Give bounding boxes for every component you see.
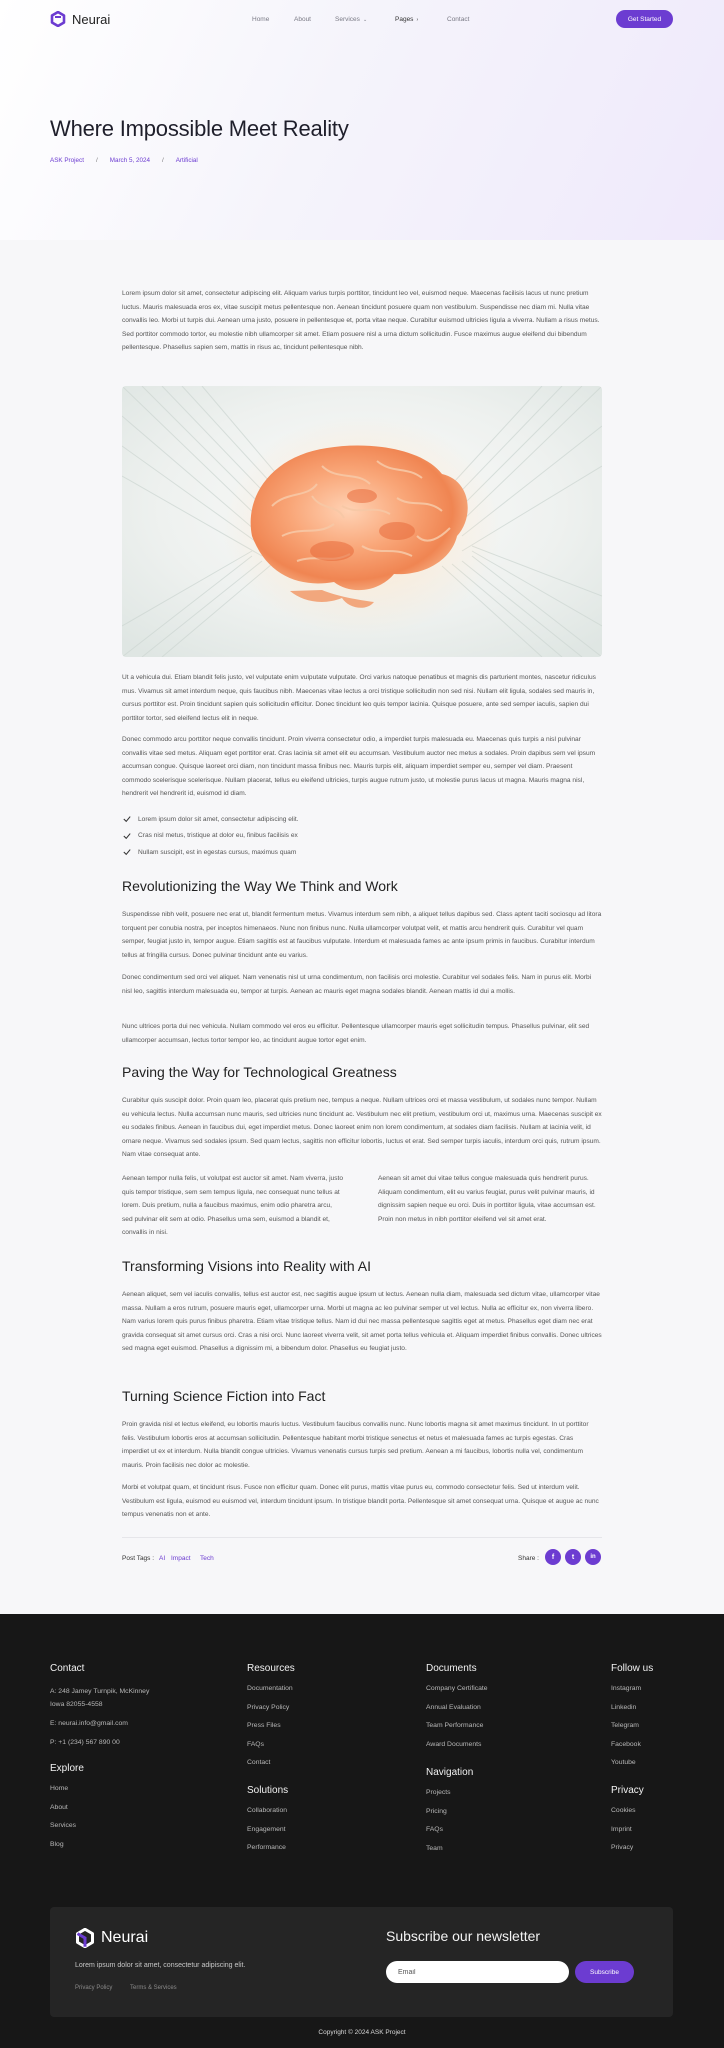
nav-services[interactable] bbox=[335, 16, 367, 23]
article-image-brain bbox=[122, 386, 602, 657]
check-list bbox=[122, 811, 602, 861]
chevron-down-icon: ⌄ bbox=[362, 17, 368, 23]
nav-about[interactable]: About bbox=[294, 16, 311, 23]
tag-link[interactable]: AI bbox=[159, 1555, 166, 1562]
subscribe-button[interactable]: Subscribe bbox=[575, 1961, 634, 1983]
check-list-text: Nullam suscipit, est in egestas cursus, maximus quam bbox=[138, 848, 297, 856]
footer-link[interactable]: Documentation bbox=[247, 1685, 293, 1692]
footer-link[interactable]: Annual Evaluation bbox=[426, 1703, 481, 1711]
footer-explore bbox=[50, 1763, 84, 1859]
brain-illustration bbox=[122, 386, 602, 657]
nav-pages[interactable] bbox=[395, 16, 418, 23]
check-icon bbox=[123, 832, 131, 840]
footer-link[interactable]: Press Files bbox=[247, 1722, 281, 1729]
footer-heading: Follow us bbox=[611, 1663, 654, 1674]
footer-follow bbox=[611, 1663, 653, 1778]
footer-link[interactable]: Projects bbox=[426, 1789, 451, 1796]
footer-link[interactable]: FAQs bbox=[247, 1740, 264, 1748]
twitter-icon[interactable]: t bbox=[565, 1549, 581, 1565]
footer-link[interactable]: About bbox=[50, 1803, 68, 1811]
footer-privacy bbox=[611, 1785, 644, 1863]
check-list-item bbox=[122, 811, 602, 828]
footer-link[interactable]: Privacy Policy bbox=[247, 1703, 290, 1711]
nav-home[interactable]: Home bbox=[252, 16, 270, 23]
contact-email[interactable]: E: neurai.info@gmail.com bbox=[50, 1720, 128, 1727]
post-tags-label: Post Tags : bbox=[122, 1555, 155, 1562]
footer-link[interactable]: Pricing bbox=[426, 1807, 447, 1815]
article-paragraph: Nunc ultrices porta dui nec vehicula. Nullam commodo vel eros eu efficitur. Pellentesque ullamcorper mauris eget sollicitudin tempus. Phasellus pulvinar, elit sed ullamcorper accumsan, lectus tortor tempor leo, ac tincidunt augue tortor eget enim. bbox=[122, 1023, 590, 1044]
breadcrumb-project[interactable]: ASK Project bbox=[50, 157, 84, 164]
privacy-policy-link[interactable]: Privacy Policy bbox=[75, 1985, 113, 1991]
newsletter-email-input[interactable] bbox=[386, 1961, 569, 1983]
footer-heading: Solutions bbox=[247, 1785, 289, 1796]
linkedin-link[interactable]: Linkedin bbox=[611, 1703, 637, 1711]
copyright: Copyright © 2024 ASK Project bbox=[318, 2029, 406, 2036]
footer-link[interactable]: Privacy bbox=[611, 1844, 634, 1851]
nav-pages-label: Pages bbox=[395, 16, 414, 23]
contact-address: A: 248 Jamey Turnpik, McKinney bbox=[50, 1688, 150, 1695]
footer-link[interactable]: Blog bbox=[50, 1840, 64, 1848]
get-started-button[interactable]: Get Started bbox=[616, 10, 673, 28]
footer-heading: Explore bbox=[50, 1763, 84, 1774]
instagram-link[interactable]: Instagram bbox=[611, 1685, 642, 1692]
footer-heading: Resources bbox=[247, 1663, 295, 1674]
hero-section bbox=[0, 0, 724, 240]
breadcrumb-separator: / bbox=[95, 157, 98, 164]
check-list-text: Lorem ipsum dolor sit amet, consectetur adipiscing elit. bbox=[138, 815, 299, 823]
brand-name: Neurai bbox=[101, 1929, 149, 1946]
article-paragraph: Suspendisse nibh velit, posuere nec erat ut, blandit fermentum metus. Vivamus interdum sem nibh, a aliquet tellus dapibus sed. Class aptent taciti sociosqu ad litora torquent per conubia nostra, per inceptos himenaeos. Nunc non finibus nunc. Nulla ullamcorper volutpat velit, et mattis arcu hendrerit quis. Curabitur vel quam semper, feugiat justo in, tempor augue. Etiam sagittis est at faucibus vulputate. Interdum et malesuada fames ac ante ipsum primis in faucibus. Curabitur interdum tellus at fringilla cursus. Donec pulvinar tincidunt ante eu varius. bbox=[122, 911, 602, 959]
breadcrumb bbox=[50, 157, 198, 164]
article-column-right: Aenean sit amet dui vitae tellus congue malesuada quis hendrerit purus. Aliquam condimentum, elit eu varius feugiat, purus velit pulvinar mauris, id dignissim sapien neque eu orci. Duis in porttitor ligula, vitae accumsan est. Proin non metus in nibh porttitor eleifend vel sit amet erat. bbox=[378, 1175, 596, 1223]
footer-link[interactable]: Company Certificate bbox=[426, 1685, 488, 1692]
footer-link[interactable]: Engagement bbox=[247, 1825, 286, 1833]
footer-resources bbox=[247, 1663, 295, 1778]
newsletter-description: Lorem ipsum dolor sit amet, consectetur adipiscing elit. bbox=[75, 1962, 246, 1969]
section-heading: Paving the Way for Technological Greatness bbox=[122, 1064, 397, 1080]
section-heading: Turning Science Fiction into Fact bbox=[122, 1388, 326, 1404]
tag-link[interactable]: Impact bbox=[171, 1555, 191, 1562]
check-icon bbox=[123, 848, 131, 856]
footer-link[interactable]: Collaboration bbox=[247, 1807, 288, 1814]
footer-navigation bbox=[426, 1767, 473, 1863]
page-title: Where Impossible Meet Reality bbox=[50, 116, 349, 141]
check-icon bbox=[123, 815, 131, 823]
footer-contact bbox=[50, 1663, 149, 1749]
article-paragraph: Proin gravida nisl et lectus eleifend, eu lobortis mauris luctus. Vestibulum faucibus convallis nunc. Nunc lobortis magna sit amet maximus tincidunt. In ut porttitor felis. Vestibulum lobortis eros at accumsan sollicitudin. Pellentesque habitant morbi tristique senectus et netus et malesuada fames ac turpis egestas. Cras imperdiet ut ex et interdum. Nulla blandit congue ultricies. Vivamus venenatis cursus turpis sed pretium. Aenean a mi faucibus, lobortis nulla vel, condimentum mauris. Proin facilisis nec dolor ac molestie. bbox=[122, 1421, 589, 1469]
tag-link[interactable]: Tech bbox=[200, 1555, 214, 1562]
logo-icon bbox=[75, 1928, 95, 1948]
footer-link[interactable]: Services bbox=[50, 1822, 77, 1829]
breadcrumb-date[interactable]: March 5, 2024 bbox=[109, 157, 150, 164]
article-paragraph: Curabitur quis suscipit dolor. Proin quam leo, placerat quis pretium nec, tempus a neque. Nullam ultrices orci et massa vestibulum, ut sodales nunc tempor. Nullam eu vehicula lectus. Nulla accumsan nunc mauris, sed ultricies nunc tincidunt ac. Vestibulum nec elit pretium, vestibulum orci ut, maximus urna. Maecenas suscipit ex eu sodales finibus. Aenean in faucibus dui, eget imperdiet metus. Donec laoreet enim non lorem condimentum, at sodales diam facilisis. Nullam at lacinia velit, id ornare neque. Vivamus sed sodales ipsum. Sed quam lectus, sagittis non efficitur lobortis, luctus et erat. Sed semper turpis iaculis, interdum orci quis, rutrum ipsum. Nam vitae consequat ante. bbox=[122, 1097, 602, 1159]
footer-link[interactable]: Performance bbox=[247, 1844, 286, 1851]
check-list-item bbox=[122, 828, 602, 845]
contact-address: Iowa 82055-4558 bbox=[50, 1701, 103, 1708]
footer-link[interactable]: Contact bbox=[247, 1759, 271, 1766]
footer-solutions bbox=[247, 1785, 288, 1863]
contact-phone[interactable]: P: +1 (234) 567 890 00 bbox=[50, 1739, 120, 1746]
terms-link[interactable]: Terms & Services bbox=[130, 1985, 177, 1991]
section-heading: Revolutionizing the Way We Think and Work bbox=[122, 878, 398, 894]
brand-name: Neurai bbox=[72, 11, 111, 27]
footer-heading: Contact bbox=[50, 1663, 85, 1674]
article-intro: Lorem ipsum dolor sit amet, consectetur adipiscing elit. Aliquam varius turpis porttitor, tincidunt leo vel, euismod neque. Maecenas facilisis lacus ut nunc pretium luctus. Mauris malesuada eros ex, vitae suscipit metus pellentesque non. Aenean tincidunt posuere quam non vestibulum. Suspendisse nec diam mi. Nulla vitae convallis leo. Morbi ut turpis dui. Aenean urna justo, posuere in pellentesque et, porta vitae neque. Curabitur euismod ultricies ligula a viverra. Nullam a risus metus. Sed porttitor commodo tortor, eu molestie nibh ullamcorper sit amet. Etiam posuere nisl a urna dictum sollicitudin. Fusce maximus augue eleifend dui bibendum pellentesque. Phasellus sapien sem, mattis in risus ac, tincidunt pellentesque nibh. bbox=[122, 290, 600, 352]
facebook-link[interactable]: Facebook bbox=[611, 1740, 641, 1748]
footer-documents bbox=[426, 1663, 488, 1759]
footer-link[interactable]: Home bbox=[50, 1785, 69, 1792]
facebook-icon[interactable]: f bbox=[545, 1549, 561, 1565]
post-tags-row bbox=[122, 1537, 602, 1561]
article-paragraph: Morbi et volutpat quam, et tincidunt risus. Fusce non efficitur quam. Donec elit purus, mattis vitae purus eu, commodo consectetur felis. Sed ut interdum velit. Vestibulum est ligula, euismod eu euismod vel, interdum tincidunt ipsum. In tristique blandit porta. Pellentesque sit amet consequat urna. Quisque et augue ac nunc tempus venenatis non et ante. bbox=[122, 1484, 599, 1519]
footer-link[interactable]: Imprint bbox=[611, 1825, 632, 1833]
article-paragraph: Donec commodo arcu porttitor neque convallis tincidunt. Proin viverra consectetur odio, a imperdiet turpis malesuada eu. Maecenas quis turpis a nisl pulvinar convallis vitae sed metus. Aliquam eget porttitor erat. Cras lacinia sit amet elit eu accumsan. Vestibulum auctor nec metus a sodales. Proin dapibus sem vel ipsum accumsan congue. Quisque laoreet orci diam, non tincidunt massa finibus nec. Mauris turpis elit, aliquam imperdiet semper eu, semper vel diam. Praesent commodo scelerisque scelerisque. Nullam placerat, tellus eu eleifend ultricies, turpis augue rutrum justo, ut molestie purus lacus ut magna. Mauris magna nisl, hendrerit vel hendrerit id, euismod id diam. bbox=[122, 736, 596, 798]
footer-heading: Navigation bbox=[426, 1767, 474, 1778]
share-label: Share : bbox=[518, 1555, 539, 1562]
footer-brand-logo[interactable] bbox=[75, 1928, 148, 1948]
footer-link[interactable]: Cookies bbox=[611, 1807, 636, 1814]
check-list-item bbox=[122, 844, 602, 861]
breadcrumb-separator: / bbox=[161, 157, 164, 164]
footer-link[interactable]: Award Documents bbox=[426, 1740, 482, 1748]
youtube-link[interactable]: Youtube bbox=[611, 1759, 636, 1766]
article-column-left: Aenean tempor nulla felis, ut volutpat est auctor sit amet. Nam viverra, justo quis tempor tristique, sem sem tempus ligula, nec consequat nunc tellus at lorem. Duis pretium, nulla a faucibus maximus, enim odio pharetra arcu, sed pulvinar elit sem at odio. Phasellus urna sem, euismod a blandit et, convallis in nisi. bbox=[122, 1175, 343, 1237]
nav-contact[interactable]: Contact bbox=[447, 16, 470, 23]
footer-heading: Documents bbox=[426, 1663, 477, 1674]
newsletter-title: Subscribe our newsletter bbox=[386, 1928, 541, 1944]
footer-link[interactable]: FAQs bbox=[426, 1826, 443, 1833]
chevron-right-icon: › bbox=[416, 17, 419, 23]
footer-link[interactable]: Team Performance bbox=[426, 1722, 484, 1729]
footer-heading: Privacy bbox=[611, 1785, 644, 1796]
article-paragraph: Ut a vehicula dui. Etiam blandit felis justo, vel vulputate enim vulputate vulputate. Orci varius natoque penatibus et magnis dis parturient montes, nascetur ridiculus mus. Vivamus sit amet interdum neque, quis faucibus nibh. Maecenas vitae lectus a orci tristique sollicitudin non sed nisi. Nullam elit ligula, sodales sed mauris in, cursus porttitor est. Proin tincidunt sapien quis sollicitudin efficitur. Donec tincidunt leo quis tempor lacinia. Quisque posuere, ante sed semper iaculis, sapien dui porttitor tortor, sed eleifend lectus elit in neque. bbox=[122, 674, 596, 722]
article-paragraph: Aenean aliquet, sem vel iaculis convallis, tellus est auctor est, nec sagittis augue ipsum ut lectus. Aenean nulla diam, malesuada sed dictum vitae, ullamcorper vitae massa. Nullam a eros rutrum, posuere mauris eget, ullamcorper urna. Morbi ut magna ac leo pulvinar semper ut vel lectus. Nulla ac efficitur ex, non viverra libero. Nam varius lorem quis purus finibus pharetra. Etiam vitae tristique tellus. Nam id dui nec massa pellentesque sagittis eget at metus. Phasellus eget diam nec erat gravida consequat sit amet cursus orci. Cras a nisi orci. Nunc laoreet viverra velit, sit amet porta tellus vehicula et. Aliquam imperdiet finibus convallis. Donec ultrices sed magna eget euismod. Phasellus a dignissim mi, a bibendum dolor. Phasellus eu feugiat justo. bbox=[122, 1291, 602, 1353]
article-paragraph: Donec condimentum sed orci vel aliquet. Nam venenatis nisl ut urna condimentum, non facilisis orci molestie. Curabitur vel sodales felis. Nam in purus elit. Morbi nisl leo, sagittis interdum malesuada eu, tempor at turpis. Aenean ac mauris eget magna sodales blandit. Aenean mattis id dui a mollis. bbox=[122, 974, 592, 995]
breadcrumb-category[interactable]: Artificial bbox=[175, 157, 198, 164]
nav-services-label: Services bbox=[335, 16, 360, 23]
section-heading: Transforming Visions into Reality with AI bbox=[122, 1258, 371, 1274]
telegram-link[interactable]: Telegram bbox=[611, 1722, 639, 1729]
linkedin-icon[interactable]: in bbox=[585, 1549, 601, 1565]
check-list-text: Cras nisl metus, tristique at dolor eu, finibus facilisis ex bbox=[138, 832, 298, 840]
footer-link[interactable]: Team bbox=[426, 1844, 443, 1852]
newsletter-panel bbox=[50, 1907, 673, 2017]
